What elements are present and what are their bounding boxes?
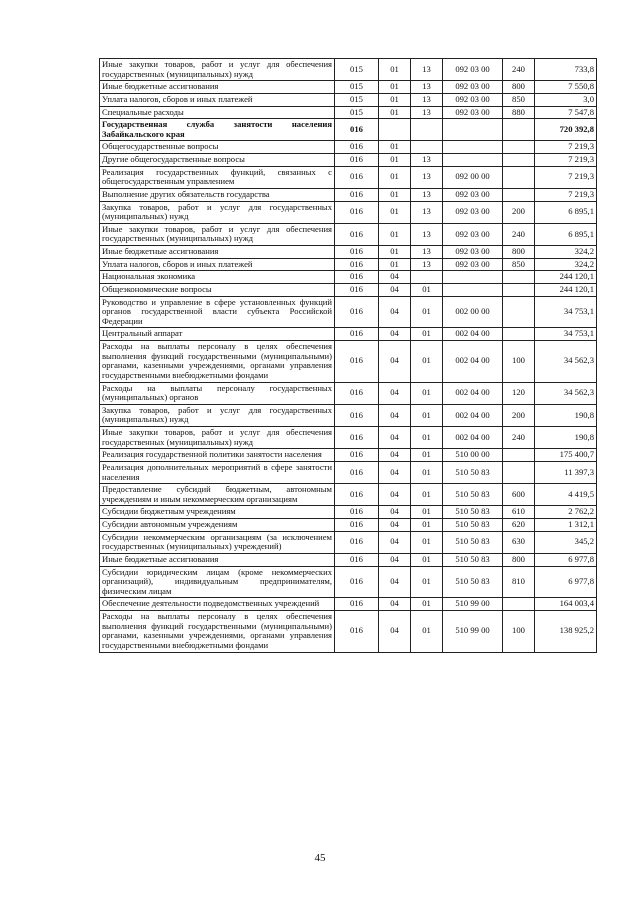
target-article-cell xyxy=(443,283,503,296)
ministry-code-cell: 016 xyxy=(335,427,379,449)
expense-type-cell: 120 xyxy=(503,382,535,404)
amount-cell: 190,8 xyxy=(535,404,597,426)
expense-type-cell: 850 xyxy=(503,258,535,271)
ministry-code-cell: 016 xyxy=(335,519,379,532)
table-row xyxy=(100,484,597,506)
amount-cell: 2 762,2 xyxy=(535,506,597,519)
row-name-cell: Закупка товаров, работ и услуг для государственных (муниципальных) нужд xyxy=(100,201,335,223)
row-name-cell: Национальная экономика xyxy=(100,271,335,284)
expense-type-cell xyxy=(503,188,535,201)
table-row xyxy=(100,519,597,532)
target-article-cell: 092 03 00 xyxy=(443,223,503,245)
row-name-cell: Уплата налогов, сборов и иных платежей xyxy=(100,93,335,106)
section-code-cell: 04 xyxy=(379,341,411,383)
row-name-cell: Выполнение других обязательств государства xyxy=(100,188,335,201)
section-code-cell: 01 xyxy=(379,223,411,245)
row-name-cell: Другие общегосударственные вопросы xyxy=(100,154,335,167)
expense-type-cell: 240 xyxy=(503,223,535,245)
table-row xyxy=(100,258,597,271)
expense-type-cell xyxy=(503,141,535,154)
amount-cell: 34 753,1 xyxy=(535,328,597,341)
section-code-cell: 01 xyxy=(379,93,411,106)
target-article-cell: 510 50 83 xyxy=(443,461,503,483)
target-article-cell: 510 50 83 xyxy=(443,484,503,506)
row-name-cell: Предоставление субсидий бюджетным, автономным учреждениям и иным некоммерческим организациям xyxy=(100,484,335,506)
table-row xyxy=(100,553,597,566)
amount-cell: 6 895,1 xyxy=(535,201,597,223)
subsection-code-cell: 13 xyxy=(411,258,443,271)
target-article-cell: 002 04 00 xyxy=(443,382,503,404)
row-name-cell: Закупка товаров, работ и услуг для государственных (муниципальных) нужд xyxy=(100,404,335,426)
section-code-cell: 01 xyxy=(379,59,411,81)
section-code-cell: 04 xyxy=(379,404,411,426)
row-name-cell: Общегосударственные вопросы xyxy=(100,141,335,154)
expense-type-cell: 610 xyxy=(503,506,535,519)
expense-type-cell: 880 xyxy=(503,106,535,119)
expense-type-cell: 800 xyxy=(503,81,535,94)
amount-cell: 733,8 xyxy=(535,59,597,81)
expense-type-cell: 240 xyxy=(503,427,535,449)
target-article-cell: 092 03 00 xyxy=(443,188,503,201)
target-article-cell: 092 03 00 xyxy=(443,81,503,94)
expense-type-cell: 850 xyxy=(503,93,535,106)
subsection-code-cell: 13 xyxy=(411,246,443,259)
subsection-code-cell: 01 xyxy=(411,283,443,296)
row-name-cell: Иные закупки товаров, работ и услуг для обеспечения государственных (муниципальных) нужд xyxy=(100,427,335,449)
section-code-cell: 04 xyxy=(379,382,411,404)
ministry-code-cell: 016 xyxy=(335,246,379,259)
page-number: 45 xyxy=(314,852,326,864)
ministry-code-cell: 016 xyxy=(335,553,379,566)
section-code-cell: 01 xyxy=(379,81,411,94)
table-row xyxy=(100,461,597,483)
subsection-code-cell: 01 xyxy=(411,519,443,532)
table-row xyxy=(100,566,597,598)
table-row xyxy=(100,93,597,106)
ministry-code-cell: 016 xyxy=(335,341,379,383)
table-row xyxy=(100,283,597,296)
table-row xyxy=(100,598,597,611)
amount-cell: 324,2 xyxy=(535,258,597,271)
expense-type-cell xyxy=(503,166,535,188)
subsection-code-cell: 13 xyxy=(411,93,443,106)
table-row xyxy=(100,427,597,449)
subsection-code-cell: 01 xyxy=(411,328,443,341)
target-article-cell: 510 50 83 xyxy=(443,566,503,598)
amount-cell: 190,8 xyxy=(535,427,597,449)
expense-type-cell: 240 xyxy=(503,59,535,81)
subsection-code-cell: 01 xyxy=(411,427,443,449)
ministry-code-cell: 016 xyxy=(335,598,379,611)
table-row xyxy=(100,188,597,201)
table-row xyxy=(100,382,597,404)
subsection-code-cell: 13 xyxy=(411,166,443,188)
amount-cell: 7 219,3 xyxy=(535,188,597,201)
target-article-cell: 002 04 00 xyxy=(443,404,503,426)
target-article-cell xyxy=(443,141,503,154)
section-code-cell: 04 xyxy=(379,427,411,449)
table-row xyxy=(100,404,597,426)
ministry-code-cell: 016 xyxy=(335,531,379,553)
row-name-cell: Обеспечение деятельности подведомственных учреждений xyxy=(100,598,335,611)
row-name-cell: Расходы на выплаты персоналу в целях обеспечения выполнения функций государственными (муниципальными) органами, казенными учреждениями, органами управления государственными внебюджетными фондами xyxy=(100,341,335,383)
row-name-cell: Руководство и управление в сфере установленных функций органов государственной власти субъекта Российской Федерации xyxy=(100,296,335,328)
target-article-cell: 092 03 00 xyxy=(443,246,503,259)
ministry-code-cell: 015 xyxy=(335,59,379,81)
expense-type-cell xyxy=(503,154,535,167)
table-row xyxy=(100,166,597,188)
ministry-code-cell: 016 xyxy=(335,461,379,483)
expense-type-cell: 810 xyxy=(503,566,535,598)
amount-cell: 34 753,1 xyxy=(535,296,597,328)
expense-type-cell: 200 xyxy=(503,404,535,426)
ministry-code-cell: 015 xyxy=(335,93,379,106)
subsection-code-cell: 13 xyxy=(411,59,443,81)
target-article-cell: 510 00 00 xyxy=(443,449,503,462)
expense-type-cell xyxy=(503,119,535,141)
row-name-cell: Государственная служба занятости населения Забайкальского края xyxy=(100,119,335,141)
amount-cell: 4 419,5 xyxy=(535,484,597,506)
ministry-code-cell: 016 xyxy=(335,382,379,404)
row-name-cell: Иные закупки товаров, работ и услуг для обеспечения государственных (муниципальных) нужд xyxy=(100,223,335,245)
subsection-code-cell: 01 xyxy=(411,404,443,426)
expense-type-cell: 100 xyxy=(503,611,535,653)
amount-cell: 164 003,4 xyxy=(535,598,597,611)
row-name-cell: Иные бюджетные ассигнования xyxy=(100,81,335,94)
section-code-cell: 04 xyxy=(379,531,411,553)
ministry-code-cell: 015 xyxy=(335,81,379,94)
amount-cell: 7 219,3 xyxy=(535,154,597,167)
amount-cell: 244 120,1 xyxy=(535,283,597,296)
target-article-cell: 092 03 00 xyxy=(443,258,503,271)
section-code-cell: 01 xyxy=(379,188,411,201)
amount-cell: 138 925,2 xyxy=(535,611,597,653)
section-code-cell xyxy=(379,119,411,141)
subsection-code-cell: 01 xyxy=(411,341,443,383)
table-row xyxy=(100,271,597,284)
target-article-cell: 002 04 00 xyxy=(443,328,503,341)
table-row xyxy=(100,154,597,167)
table-row xyxy=(100,506,597,519)
target-article-cell: 092 03 00 xyxy=(443,59,503,81)
expense-type-cell xyxy=(503,271,535,284)
expense-type-cell: 800 xyxy=(503,246,535,259)
table-row xyxy=(100,531,597,553)
ministry-code-cell: 016 xyxy=(335,283,379,296)
subsection-code-cell: 01 xyxy=(411,382,443,404)
section-code-cell: 01 xyxy=(379,201,411,223)
section-code-cell: 04 xyxy=(379,553,411,566)
target-article-cell: 092 00 00 xyxy=(443,166,503,188)
target-article-cell: 510 50 83 xyxy=(443,506,503,519)
subsection-code-cell: 13 xyxy=(411,201,443,223)
target-article-cell: 092 03 00 xyxy=(443,201,503,223)
amount-cell: 7 550,8 xyxy=(535,81,597,94)
table-row xyxy=(100,201,597,223)
row-name-cell: Иные закупки товаров, работ и услуг для обеспечения государственных (муниципальных) нужд xyxy=(100,59,335,81)
subsection-code-cell: 01 xyxy=(411,531,443,553)
target-article-cell: 002 04 00 xyxy=(443,427,503,449)
subsection-code-cell xyxy=(411,141,443,154)
table-row xyxy=(100,246,597,259)
ministry-code-cell: 016 xyxy=(335,188,379,201)
subsection-code-cell: 01 xyxy=(411,449,443,462)
ministry-code-cell: 016 xyxy=(335,566,379,598)
section-code-cell: 04 xyxy=(379,271,411,284)
section-code-cell: 01 xyxy=(379,166,411,188)
amount-cell: 720 392,8 xyxy=(535,119,597,141)
expense-type-cell: 620 xyxy=(503,519,535,532)
table-row xyxy=(100,449,597,462)
row-name-cell: Расходы на выплаты персоналу в целях обеспечения выполнения функций государственными (муниципальными) органами, казенными учреждениями, органами управления государственными внебюджетными фондами xyxy=(100,611,335,653)
ministry-code-cell: 016 xyxy=(335,611,379,653)
expense-type-cell xyxy=(503,598,535,611)
subsection-code-cell: 01 xyxy=(411,566,443,598)
table-row xyxy=(100,59,597,81)
amount-cell: 34 562,3 xyxy=(535,341,597,383)
amount-cell: 34 562,3 xyxy=(535,382,597,404)
section-code-cell: 04 xyxy=(379,461,411,483)
section-code-cell: 04 xyxy=(379,328,411,341)
subsection-code-cell: 13 xyxy=(411,81,443,94)
target-article-cell: 510 99 00 xyxy=(443,611,503,653)
expense-type-cell xyxy=(503,449,535,462)
amount-cell: 6 977,8 xyxy=(535,553,597,566)
subsection-code-cell: 01 xyxy=(411,553,443,566)
expense-type-cell: 100 xyxy=(503,341,535,383)
subsection-code-cell xyxy=(411,119,443,141)
target-article-cell xyxy=(443,271,503,284)
target-article-cell xyxy=(443,119,503,141)
ministry-code-cell: 016 xyxy=(335,201,379,223)
section-code-cell: 04 xyxy=(379,598,411,611)
amount-cell: 345,2 xyxy=(535,531,597,553)
table-row xyxy=(100,119,597,141)
ministry-code-cell: 016 xyxy=(335,154,379,167)
table-row xyxy=(100,341,597,383)
section-code-cell: 04 xyxy=(379,283,411,296)
target-article-cell: 510 99 00 xyxy=(443,598,503,611)
subsection-code-cell: 01 xyxy=(411,484,443,506)
row-name-cell: Субсидии автономным учреждениям xyxy=(100,519,335,532)
amount-cell: 6 895,1 xyxy=(535,223,597,245)
ministry-code-cell: 016 xyxy=(335,258,379,271)
amount-cell: 7 219,3 xyxy=(535,166,597,188)
row-name-cell: Уплата налогов, сборов и иных платежей xyxy=(100,258,335,271)
expense-type-cell xyxy=(503,461,535,483)
amount-cell: 175 400,7 xyxy=(535,449,597,462)
subsection-code-cell: 01 xyxy=(411,598,443,611)
section-code-cell: 01 xyxy=(379,106,411,119)
section-code-cell: 01 xyxy=(379,141,411,154)
target-article-cell: 002 00 00 xyxy=(443,296,503,328)
ministry-code-cell: 016 xyxy=(335,271,379,284)
ministry-code-cell: 016 xyxy=(335,166,379,188)
amount-cell: 7 219,3 xyxy=(535,141,597,154)
amount-cell: 324,2 xyxy=(535,246,597,259)
section-code-cell: 04 xyxy=(379,519,411,532)
row-name-cell: Реализация государственной политики занятости населения xyxy=(100,449,335,462)
row-name-cell: Расходы на выплаты персоналу государственных (муниципальных) органов xyxy=(100,382,335,404)
budget-table xyxy=(99,58,597,653)
table-row xyxy=(100,328,597,341)
row-name-cell: Общеэкономические вопросы xyxy=(100,283,335,296)
section-code-cell: 04 xyxy=(379,484,411,506)
row-name-cell: Субсидии некоммерческим организациям (за исключением государственных (муниципальных) учреждений) xyxy=(100,531,335,553)
section-code-cell: 04 xyxy=(379,449,411,462)
target-article-cell: 002 04 00 xyxy=(443,341,503,383)
section-code-cell: 04 xyxy=(379,566,411,598)
ministry-code-cell: 016 xyxy=(335,141,379,154)
ministry-code-cell: 016 xyxy=(335,404,379,426)
target-article-cell: 092 03 00 xyxy=(443,93,503,106)
table-row xyxy=(100,81,597,94)
ministry-code-cell: 016 xyxy=(335,506,379,519)
ministry-code-cell: 016 xyxy=(335,119,379,141)
target-article-cell: 092 03 00 xyxy=(443,106,503,119)
subsection-code-cell: 01 xyxy=(411,461,443,483)
expense-type-cell xyxy=(503,296,535,328)
ministry-code-cell: 015 xyxy=(335,106,379,119)
expense-type-cell: 800 xyxy=(503,553,535,566)
subsection-code-cell xyxy=(411,271,443,284)
amount-cell: 6 977,8 xyxy=(535,566,597,598)
row-name-cell: Субсидии юридическим лицам (кроме некоммерческих организаций), индивидуальным предпринимателям, физическим лицам xyxy=(100,566,335,598)
amount-cell: 244 120,1 xyxy=(535,271,597,284)
target-article-cell: 510 50 83 xyxy=(443,553,503,566)
target-article-cell: 510 50 83 xyxy=(443,531,503,553)
target-article-cell: 510 50 83 xyxy=(443,519,503,532)
row-name-cell: Специальные расходы xyxy=(100,106,335,119)
ministry-code-cell: 016 xyxy=(335,328,379,341)
subsection-code-cell: 13 xyxy=(411,223,443,245)
row-name-cell: Иные бюджетные ассигнования xyxy=(100,246,335,259)
row-name-cell: Центральный аппарат xyxy=(100,328,335,341)
row-name-cell: Реализация государственных функций, связанных с общегосударственным управлением xyxy=(100,166,335,188)
ministry-code-cell: 016 xyxy=(335,223,379,245)
section-code-cell: 04 xyxy=(379,296,411,328)
amount-cell: 3,0 xyxy=(535,93,597,106)
subsection-code-cell: 13 xyxy=(411,106,443,119)
section-code-cell: 01 xyxy=(379,246,411,259)
table-row xyxy=(100,106,597,119)
target-article-cell xyxy=(443,154,503,167)
subsection-code-cell: 01 xyxy=(411,611,443,653)
expense-type-cell: 600 xyxy=(503,484,535,506)
amount-cell: 1 312,1 xyxy=(535,519,597,532)
row-name-cell: Субсидии бюджетным учреждениям xyxy=(100,506,335,519)
table-row xyxy=(100,296,597,328)
table-row xyxy=(100,223,597,245)
expense-type-cell xyxy=(503,328,535,341)
expense-type-cell: 200 xyxy=(503,201,535,223)
expense-type-cell xyxy=(503,283,535,296)
subsection-code-cell: 01 xyxy=(411,506,443,519)
table-row xyxy=(100,141,597,154)
amount-cell: 7 547,8 xyxy=(535,106,597,119)
amount-cell: 11 397,3 xyxy=(535,461,597,483)
section-code-cell: 01 xyxy=(379,154,411,167)
row-name-cell: Реализация дополнительных мероприятий в сфере занятости населения xyxy=(100,461,335,483)
subsection-code-cell: 13 xyxy=(411,188,443,201)
expense-type-cell: 630 xyxy=(503,531,535,553)
ministry-code-cell: 016 xyxy=(335,449,379,462)
section-code-cell: 04 xyxy=(379,506,411,519)
ministry-code-cell: 016 xyxy=(335,296,379,328)
table-row xyxy=(100,611,597,653)
subsection-code-cell: 01 xyxy=(411,296,443,328)
row-name-cell: Иные бюджетные ассигнования xyxy=(100,553,335,566)
ministry-code-cell: 016 xyxy=(335,484,379,506)
section-code-cell: 04 xyxy=(379,611,411,653)
subsection-code-cell: 13 xyxy=(411,154,443,167)
section-code-cell: 01 xyxy=(379,258,411,271)
